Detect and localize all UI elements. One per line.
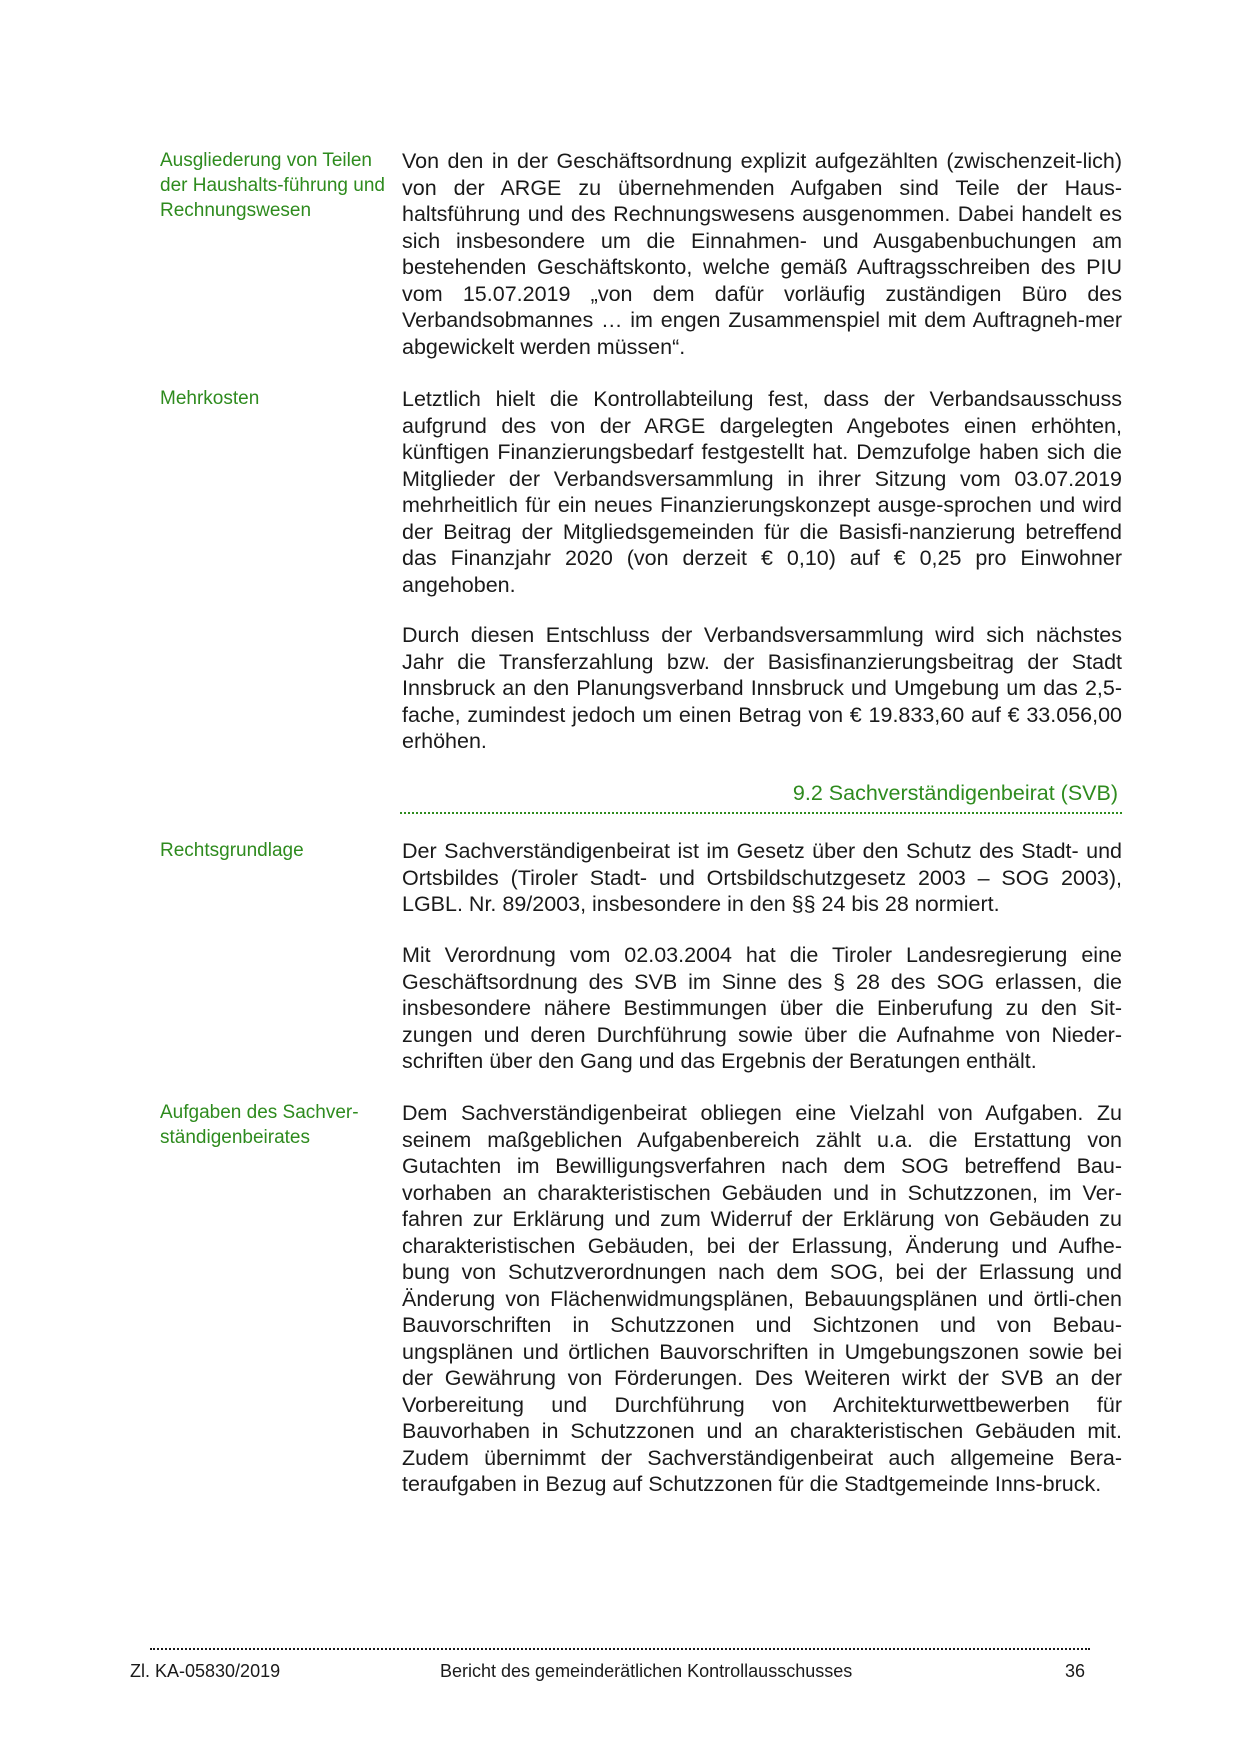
- margin-note-rechtsgrundlage: Rechtsgrundlage: [160, 840, 304, 861]
- page-number: 36: [1065, 1661, 1086, 1681]
- margin-note-aufgaben: Aufgaben des Sachver-ständigenbeirates: [160, 1102, 359, 1148]
- paragraph-ausgliederung: Von den in der Geschäftsordnung explizit aufgezählten (zwischenzeit-lich) von der ARGE zu übernehmenden Aufgaben sind Teile der Haus-haltsführung und des Rechnungswesens ausgenommen. Dabei handelt es sich insbesondere um die Einnahmen- und Ausgabenbuchungen am bestehenden Geschäftskonto, welche gemäß Auftragsschreiben des PIU vom 15.07.2019 „von dem dafür vorläufig zuständigen Büro des Verbandsobmannes … im engen Zusammenspiel mit dem Auftragneh-mer abgewickelt werden müssen“.: [402, 149, 1122, 359]
- section-heading-9-2: [400, 780, 1122, 814]
- footer-title: Bericht des gemeinderätlichen Kontrollausschusses: [440, 1661, 853, 1681]
- paragraph-mehrkosten-1: Letztlich hielt die Kontrollabteilung fest, dass der Verbandsausschuss aufgrund des von der ARGE dargelegten Angebotes einen erhöhten, künftigen Finanzierungsbedarf festgestellt hat. Demzufolge haben sich die Mitglieder der Verbandsversammlung in ihrer Sitzung vom 03.07.2019 mehrheitlich für ein neues Finanzierungskonzept ausge-sprochen und wird der Beitrag der Mitgliedsgemeinden für die Basisfi-nanzierung betreffend das Finanzjahr 2020 (von derzeit € 0,10) auf € 0,25 pro Einwohner angehoben.: [402, 387, 1122, 597]
- footer-reference: Zl. KA-05830/2019: [130, 1661, 281, 1681]
- paragraph-rechtsgrundlage-2: Mit Verordnung vom 02.03.2004 hat die Tiroler Landesregierung eine Geschäftsordnung des SVB im Sinne des § 28 des SOG erlassen, die insbesondere nähere Bestimmungen über die Einberufung zu den Sit-zungen und deren Durchführung sowie über die Aufnahme von Nieder-schriften über den Gang und das Ergebnis der Beratungen enthält.: [402, 943, 1122, 1073]
- paragraph-aufgaben: Dem Sachverständigenbeirat obliegen eine Vielzahl von Aufgaben. Zu seinem maßgeblichen Aufgabenbereich zählt u.a. die Erstattung von Gutachten im Bewilligungsverfahren nach dem SOG betreffend Bau-vorhaben an charakteristischen Gebäuden und in Schutzzonen, im Ver-fahren zur Erklärung und zum Widerruf der Erklärung von Gebäuden zu charakteristischen Gebäuden, bei der Erlassung, Änderung und Aufhe-bung von Schutzverordnungen nach dem SOG, bei der Erlassung und Änderung von Flächenwidmungsplänen, Bebauungsplänen und örtli-chen Bauvorschriften in Schutzzonen und Sichtzonen und von Bebau-ungsplänen und örtlichen Bauvorschriften in Umgebungszonen sowie bei der Gewährung von Förderungen. Des Weiteren wirkt der SVB an der Vorbereitung und Durchführung von Architekturwettbewerben für Bauvorhaben in Schutzzonen und an charakteristischen Gebäuden mit. Zudem übernimmt der Sachverständigenbeirat auch allgemeine Bera-teraufgaben in Bezug auf Schutzzonen für die Stadtgemeinde Inns-bruck.: [402, 1101, 1122, 1496]
- margin-note-ausgliederung: Ausgliederung von Teilen der Haushalts-führung und Rechnungswesen: [160, 150, 385, 221]
- margin-note-mehrkosten: Mehrkosten: [160, 388, 260, 409]
- footer-divider: [150, 1648, 1090, 1650]
- paragraph-mehrkosten-2: Durch diesen Entschluss der Verbandsversammlung wird sich nächstes Jahr die Transferzahlung bzw. der Basisfinanzierungsbeitrag der Stadt Innsbruck an den Planungsverband Innsbruck und Umgebung um das 2,5-fache, zumindest jedoch um einen Betrag von € 19.833,60 auf € 33.056,00 erhöhen.: [402, 623, 1122, 753]
- section-heading-label: 9.2 Sachverständigenbeirat (SVB): [792, 781, 1118, 805]
- paragraph-rechtsgrundlage-1: Der Sachverständigenbeirat ist im Gesetz über den Schutz des Stadt- und Ortsbildes (Tiroler Stadt- und Ortsbildschutzgesetz 2003 – SOG 2003), LGBL. Nr. 89/2003, insbesondere in den §§ 24 bis 28 normiert.: [402, 839, 1122, 916]
